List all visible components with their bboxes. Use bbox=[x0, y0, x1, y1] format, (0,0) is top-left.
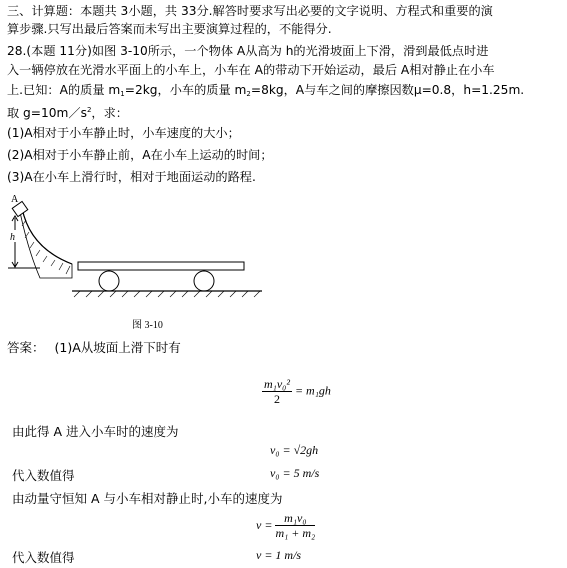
problem-line-3a: 上.已知：A的质量 m bbox=[7, 83, 121, 97]
eq4-denominator: m₁ + m₂ bbox=[275, 526, 316, 540]
figure-3-10 bbox=[0, 190, 270, 320]
sub-question-2: (2)A相对于小车静止前，A在小车上运动的时间； bbox=[7, 148, 273, 162]
figure-caption: 图 3-10 bbox=[132, 320, 163, 331]
eq1-fraction bbox=[262, 377, 292, 406]
problem-line-4 bbox=[7, 103, 128, 121]
problem-line-3b: =2kg，小车的质量 m bbox=[124, 83, 247, 97]
subscript-2: 2 bbox=[246, 90, 251, 98]
label-h: h bbox=[10, 232, 15, 243]
subscript-1: 1 bbox=[120, 90, 125, 98]
problem-line-2: 入一辆停放在光滑水平面上的小车上，小车在 A的带动下开始运动，最后 A相对静止在小车 bbox=[7, 63, 495, 77]
cart-wheel-right bbox=[194, 271, 214, 291]
sub-question-1: (1)A相对于小车静止时，小车速度的大小； bbox=[7, 126, 240, 140]
superscript-2: 2 bbox=[86, 106, 92, 114]
problem-line-1: 28.(本题 11分)如图 3-10所示，一个物体 A从高为 h的光滑坡面上下滑，滑到最低点时进 bbox=[7, 44, 489, 58]
eq1-rhs: = m₁gh bbox=[294, 383, 331, 398]
answer-step-3: 由动量守恒知 A 与小车相对静止时,小车的速度为 bbox=[12, 491, 283, 506]
section-header: 三、计算题：本题共 3小题，共 33分.解答时要求写出必要的文字说明、方程式和重要的演 bbox=[7, 4, 493, 18]
cart-plank bbox=[78, 262, 244, 270]
equation-1 bbox=[262, 377, 331, 406]
answer-part1-intro: (1)A从坡面上滑下时有 bbox=[54, 340, 181, 355]
ground-hatching bbox=[74, 291, 260, 297]
answer-step-4: 代入数值得 bbox=[12, 550, 75, 565]
eq4-numerator: m₁v₀ bbox=[275, 511, 315, 526]
eq4-lhs: v = bbox=[256, 518, 273, 532]
answer-step-2: 代入数值得 bbox=[12, 468, 75, 483]
answer-label: 答案： bbox=[7, 340, 45, 355]
equation-3: v₀ = 5 m/s bbox=[270, 466, 320, 480]
slope-surface bbox=[22, 208, 72, 264]
problem-line-4a: 取 g=10m／s bbox=[7, 106, 87, 120]
problem-line-4b: ，求： bbox=[91, 106, 128, 120]
answer-step-1: 由此得 A 进入小车时的速度为 bbox=[12, 424, 179, 439]
problem-line-3 bbox=[7, 83, 524, 102]
equation-2: v₀ = √2gh bbox=[270, 443, 319, 457]
label-a: A bbox=[11, 194, 19, 205]
answer-header bbox=[7, 340, 181, 355]
problem-line-3c: =8kg，A与车之间的摩擦因数μ=0.8，h=1.25m. bbox=[250, 83, 525, 97]
equation-5: v = 1 m/s bbox=[256, 548, 302, 562]
sub-question-3: (3)A在小车上滑行时，相对于地面运动的路程. bbox=[7, 170, 256, 184]
eq4-fraction bbox=[275, 511, 315, 540]
eq1-numerator: m₁v₀² bbox=[264, 377, 290, 391]
equation-4 bbox=[256, 511, 315, 540]
cart-wheel-left bbox=[99, 271, 119, 291]
eq1-denominator: 2 bbox=[273, 392, 280, 406]
section-header-cont: 算步骤.只写出最后答案而未写出主要演算过程的，不能得分. bbox=[7, 22, 332, 36]
